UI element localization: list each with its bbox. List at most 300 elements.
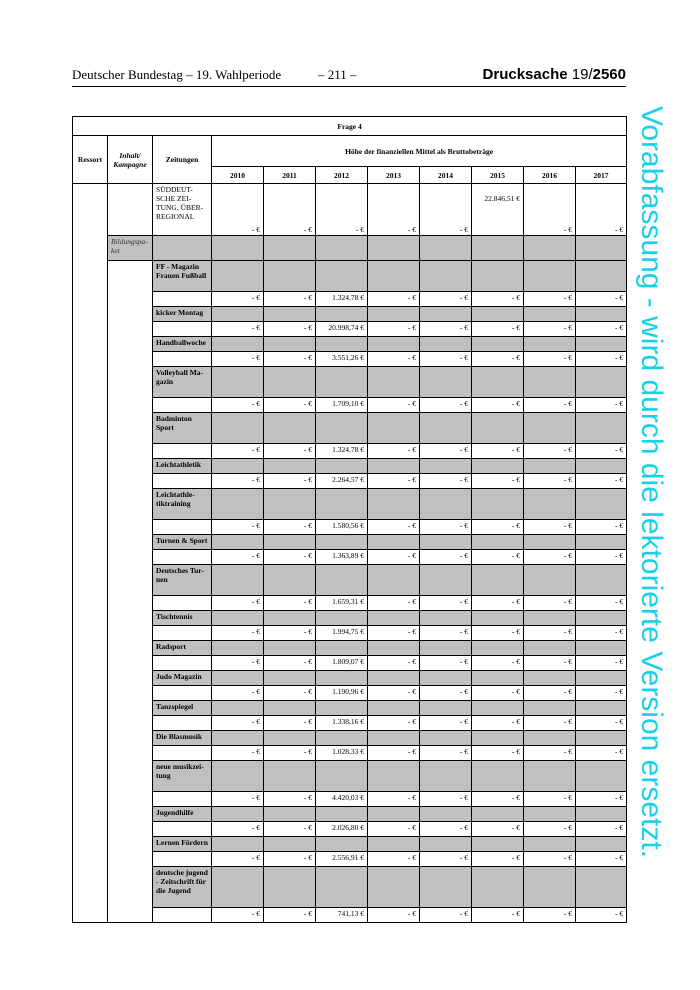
gray-cell: [420, 761, 472, 792]
value-cell: - €: [524, 292, 576, 307]
value-cell: - €: [212, 908, 264, 923]
gray-cell: [524, 489, 576, 520]
gray-cell: [420, 807, 472, 822]
gray-cell: [368, 413, 420, 444]
gray-cell: [576, 337, 627, 352]
value-row: [73, 474, 627, 489]
value-cell: - €: [576, 596, 627, 611]
value-cell: - €: [420, 596, 472, 611]
gray-cell: [316, 337, 368, 352]
value-cell: - €: [524, 596, 576, 611]
gray-cell: [264, 565, 316, 596]
gray-cell: [368, 337, 420, 352]
gray-cell: [576, 837, 627, 852]
value-cell: - €: [212, 474, 264, 489]
gray-cell: [524, 459, 576, 474]
newspaper-name: Turnen & Sport: [153, 535, 212, 550]
value-cell: - €: [212, 444, 264, 459]
value-cell: - €: [524, 792, 576, 807]
value-cell: - €: [212, 322, 264, 337]
gray-cell: [576, 701, 627, 716]
value-cell: - €: [420, 550, 472, 565]
gray-cell: [212, 459, 264, 474]
value-cell: - €: [472, 550, 524, 565]
value-cell: - €: [472, 474, 524, 489]
newspaper-name: Judo Magazin: [153, 671, 212, 686]
value-cell: - €: [576, 444, 627, 459]
gray-cell: [420, 413, 472, 444]
value-cell: - €: [264, 626, 316, 641]
gray-cell: [316, 489, 368, 520]
newspaper-name: SÜDDEUT-SCHE ZEI-TUNG, ÜBER-REGIONAL: [153, 184, 212, 236]
gray-cell: [368, 367, 420, 398]
value-cell: - €: [472, 656, 524, 671]
table-row: [73, 641, 627, 656]
value-cell: - €: [420, 292, 472, 307]
value-cell: - €: [576, 550, 627, 565]
value-cell: 1.324,78 €: [316, 292, 368, 307]
value-cell: - €: [524, 474, 576, 489]
gray-cell: [368, 837, 420, 852]
newspaper-name: Badminton Sport: [153, 413, 212, 444]
newspaper-name: kicker Montag: [153, 307, 212, 322]
gray-cell: [316, 867, 368, 908]
blank-cell: [153, 596, 212, 611]
value-cell: 1.324,78 €: [316, 444, 368, 459]
value-row: [73, 852, 627, 867]
gray-cell: [264, 535, 316, 550]
value-cell: - €: [472, 822, 524, 837]
gray-cell: [524, 261, 576, 292]
newspaper-name: Die Blasmusik: [153, 731, 212, 746]
value-cell: - €: [472, 596, 524, 611]
value-cell: - €: [576, 474, 627, 489]
value-cell: - €: [212, 852, 264, 867]
inhalt-cell: [108, 261, 153, 923]
value-cell: - €: [420, 908, 472, 923]
value-cell: 741,13 €: [316, 908, 368, 923]
blank-cell: [153, 908, 212, 923]
gray-cell: [212, 413, 264, 444]
section-fill: [153, 236, 212, 261]
gray-cell: [316, 701, 368, 716]
value-cell: - €: [420, 322, 472, 337]
table-row: [73, 611, 627, 626]
value-cell: 1.363,89 €: [316, 550, 368, 565]
gray-cell: [472, 641, 524, 656]
gray-cell: [212, 337, 264, 352]
gray-cell: [212, 807, 264, 822]
value-row: [73, 520, 627, 535]
value-cell: - €: [212, 626, 264, 641]
value-cell: - €: [212, 686, 264, 701]
value-cell: - €: [472, 716, 524, 731]
value-cell: - €: [472, 352, 524, 367]
gray-cell: [212, 641, 264, 656]
gray-cell: [472, 611, 524, 626]
table-row: [73, 671, 627, 686]
value-cell: - €: [576, 626, 627, 641]
blank-cell: [153, 686, 212, 701]
value-cell: - €: [212, 596, 264, 611]
value-cell: - €: [212, 398, 264, 413]
value-cell: - €: [420, 520, 472, 535]
newspaper-name: Jugendhilfe: [153, 807, 212, 822]
value-cell: 1.580,56 €: [316, 520, 368, 535]
gray-cell: [420, 611, 472, 626]
gray-cell: [316, 807, 368, 822]
gray-cell: [264, 807, 316, 822]
blank-cell: [153, 352, 212, 367]
newspaper-name: neue musikzei-tung: [153, 761, 212, 792]
gray-cell: [368, 807, 420, 822]
gray-cell: [264, 413, 316, 444]
value-cell: - €: [264, 550, 316, 565]
section-fill: [524, 236, 576, 261]
drucksache-number: 2560: [592, 66, 626, 83]
value-cell: - €: [264, 352, 316, 367]
value-cell: 1.190,96 €: [316, 686, 368, 701]
gray-cell: [576, 367, 627, 398]
newspaper-name: Handballwoche: [153, 337, 212, 352]
table-row: [73, 459, 627, 474]
gray-cell: [472, 489, 524, 520]
gray-cell: [212, 611, 264, 626]
gray-cell: [264, 701, 316, 716]
value-cell: - €: [576, 852, 627, 867]
gray-cell: [212, 535, 264, 550]
value-cell: - €: [524, 656, 576, 671]
gray-cell: [576, 535, 627, 550]
gray-cell: [420, 459, 472, 474]
gray-cell: [212, 367, 264, 398]
value-cell: - €: [420, 184, 472, 236]
value-row: [73, 444, 627, 459]
value-cell: - €: [420, 686, 472, 701]
gray-cell: [316, 565, 368, 596]
value-cell: - €: [524, 398, 576, 413]
value-cell: - €: [212, 184, 264, 236]
gray-cell: [316, 837, 368, 852]
gray-cell: [264, 337, 316, 352]
value-cell: - €: [212, 520, 264, 535]
newspaper-name: Tanzspiegel: [153, 701, 212, 716]
value-cell: - €: [264, 822, 316, 837]
table-row: [73, 807, 627, 822]
value-cell: - €: [524, 908, 576, 923]
gray-cell: [420, 337, 472, 352]
gray-cell: [576, 307, 627, 322]
value-row: [73, 822, 627, 837]
year-header: 2015: [472, 167, 524, 184]
year-header: 2016: [524, 167, 576, 184]
value-cell: - €: [368, 292, 420, 307]
blank-cell: [153, 398, 212, 413]
value-cell: - €: [368, 352, 420, 367]
gray-cell: [472, 337, 524, 352]
gray-cell: [212, 671, 264, 686]
blank-cell: [153, 474, 212, 489]
gray-cell: [368, 731, 420, 746]
gray-cell: [420, 565, 472, 596]
year-header: 2011: [264, 167, 316, 184]
gray-cell: [420, 307, 472, 322]
value-cell: - €: [368, 792, 420, 807]
newspaper-name: Radsport: [153, 641, 212, 656]
gray-cell: [472, 701, 524, 716]
blank-cell: [153, 550, 212, 565]
value-cell: - €: [368, 520, 420, 535]
value-cell: - €: [576, 292, 627, 307]
value-cell: - €: [368, 852, 420, 867]
newspaper-name: FF - Magazin Frauen Fußball: [153, 261, 212, 292]
gray-cell: [524, 731, 576, 746]
value-cell: - €: [368, 686, 420, 701]
table-row: [73, 307, 627, 322]
gray-cell: [524, 535, 576, 550]
value-cell: - €: [264, 444, 316, 459]
value-cell: - €: [368, 656, 420, 671]
gray-cell: [472, 459, 524, 474]
gray-cell: [524, 565, 576, 596]
gray-cell: [472, 535, 524, 550]
gray-cell: [264, 837, 316, 852]
newspaper-name: Tischtennis: [153, 611, 212, 626]
table-row: [73, 413, 627, 444]
value-cell: - €: [264, 398, 316, 413]
value-cell: - €: [524, 852, 576, 867]
value-cell: - €: [264, 474, 316, 489]
value-cell: - €: [420, 852, 472, 867]
value-cell: - €: [576, 686, 627, 701]
col-header-hoehe: Höhe der finanziellen Mittel als Bruttobeträge: [212, 136, 627, 167]
section-fill: [576, 236, 627, 261]
value-cell: - €: [368, 716, 420, 731]
header-rule: [72, 86, 626, 87]
blank-cell: [153, 520, 212, 535]
blank-cell: [153, 292, 212, 307]
value-cell: - €: [576, 908, 627, 923]
gray-cell: [472, 565, 524, 596]
value-cell: - €: [524, 716, 576, 731]
value-cell: - €: [524, 322, 576, 337]
value-cell: - €: [264, 596, 316, 611]
gray-cell: [368, 641, 420, 656]
gray-cell: [264, 459, 316, 474]
gray-cell: [576, 611, 627, 626]
gray-cell: [420, 489, 472, 520]
gray-cell: [212, 261, 264, 292]
value-row: [73, 716, 627, 731]
gray-cell: [420, 641, 472, 656]
gray-cell: [524, 761, 576, 792]
gray-cell: [472, 367, 524, 398]
blank-cell: [153, 626, 212, 641]
gray-cell: [316, 307, 368, 322]
section-fill: [420, 236, 472, 261]
value-cell: - €: [472, 686, 524, 701]
value-cell: - €: [368, 444, 420, 459]
value-cell: - €: [368, 322, 420, 337]
gray-cell: [368, 307, 420, 322]
value-cell: 1.028,33 €: [316, 746, 368, 761]
newspaper-name: Volleyball Ma-gazin: [153, 367, 212, 398]
gray-cell: [472, 837, 524, 852]
watermark: Vorabfassung - wird durch die lektorierte Version ersetzt.: [635, 106, 668, 859]
value-cell: - €: [420, 656, 472, 671]
gray-cell: [524, 611, 576, 626]
table-row: [73, 837, 627, 852]
value-cell: - €: [472, 292, 524, 307]
value-cell: - €: [264, 184, 316, 236]
newspaper-name: Leichtathletik: [153, 459, 212, 474]
gray-cell: [368, 761, 420, 792]
value-cell: - €: [524, 746, 576, 761]
value-row: [73, 656, 627, 671]
gray-cell: [524, 867, 576, 908]
gray-cell: [576, 565, 627, 596]
value-cell: - €: [524, 550, 576, 565]
value-cell: - €: [368, 398, 420, 413]
gray-cell: [368, 459, 420, 474]
blank-cell: [153, 822, 212, 837]
gray-cell: [212, 489, 264, 520]
table-row: [73, 337, 627, 352]
value-row: [73, 746, 627, 761]
gray-cell: [472, 261, 524, 292]
gray-cell: [368, 489, 420, 520]
gray-cell: [264, 731, 316, 746]
gray-cell: [368, 671, 420, 686]
blank-cell: [153, 792, 212, 807]
gray-cell: [576, 489, 627, 520]
value-cell: - €: [420, 352, 472, 367]
col-header-zeitungen: Zeitungen: [153, 136, 212, 184]
value-cell: - €: [368, 474, 420, 489]
value-row: [73, 550, 627, 565]
year-header: 2013: [368, 167, 420, 184]
newspaper-name: Lernen Fördern: [153, 837, 212, 852]
value-row: [73, 686, 627, 701]
value-cell: - €: [368, 596, 420, 611]
value-cell: - €: [420, 746, 472, 761]
value-cell: - €: [576, 822, 627, 837]
value-cell: - €: [472, 852, 524, 867]
frage-title: Frage 4: [73, 117, 627, 136]
gray-cell: [472, 867, 524, 908]
gray-cell: [420, 367, 472, 398]
value-cell: - €: [264, 852, 316, 867]
value-cell: - €: [576, 746, 627, 761]
section-fill: [264, 236, 316, 261]
value-row: [73, 292, 627, 307]
newspaper-name: Deutsches Tur-nen: [153, 565, 212, 596]
gray-cell: [420, 867, 472, 908]
gray-cell: [472, 307, 524, 322]
table-row: [73, 867, 627, 908]
value-cell: - €: [212, 656, 264, 671]
value-cell: - €: [576, 184, 627, 236]
inhalt-cell: [108, 184, 153, 236]
value-cell: 2.264,57 €: [316, 474, 368, 489]
gray-cell: [316, 459, 368, 474]
section-fill: [368, 236, 420, 261]
gray-cell: [576, 413, 627, 444]
value-cell: - €: [264, 792, 316, 807]
gray-cell: [212, 837, 264, 852]
gray-cell: [576, 641, 627, 656]
value-cell: - €: [264, 656, 316, 671]
value-row: [73, 352, 627, 367]
value-cell: - €: [368, 908, 420, 923]
gray-cell: [212, 307, 264, 322]
gray-cell: [212, 731, 264, 746]
value-cell: - €: [420, 822, 472, 837]
value-cell: - €: [212, 292, 264, 307]
gray-cell: [264, 611, 316, 626]
value-cell: - €: [368, 822, 420, 837]
value-cell: - €: [264, 746, 316, 761]
gray-cell: [264, 641, 316, 656]
value-cell: - €: [420, 398, 472, 413]
table-row: [73, 731, 627, 746]
gray-cell: [316, 367, 368, 398]
newspaper-name: deutsche jugend - Zeitschrift für die Jugend: [153, 867, 212, 908]
value-cell: - €: [524, 520, 576, 535]
table-row: [73, 184, 627, 236]
value-cell: - €: [212, 550, 264, 565]
drucksache-prefix: 19/: [571, 66, 593, 83]
header-drucksache: [483, 66, 626, 84]
gray-cell: [264, 867, 316, 908]
gray-cell: [472, 671, 524, 686]
section-label: Bildungspa-ket: [108, 236, 153, 261]
value-cell: - €: [264, 292, 316, 307]
value-cell: - €: [576, 716, 627, 731]
gray-cell: [576, 807, 627, 822]
table-row: [73, 367, 627, 398]
header-left: Deutscher Bundestag – 19. Wahlperiode: [72, 67, 282, 82]
gray-cell: [264, 261, 316, 292]
value-cell: - €: [472, 322, 524, 337]
table-row: [73, 489, 627, 520]
value-cell: - €: [524, 626, 576, 641]
col-header-inhalt: Inhalt/ Kampagne: [108, 136, 153, 184]
value-row: [73, 908, 627, 923]
value-cell: - €: [212, 716, 264, 731]
gray-cell: [316, 413, 368, 444]
ressort-cell: [73, 184, 108, 923]
value-cell: - €: [524, 444, 576, 459]
year-header: 2017: [576, 167, 627, 184]
table-row: [73, 535, 627, 550]
value-cell: - €: [472, 792, 524, 807]
table-row: [73, 261, 627, 292]
value-cell: - €: [264, 908, 316, 923]
gray-cell: [576, 731, 627, 746]
value-cell: - €: [368, 626, 420, 641]
value-row: [73, 792, 627, 807]
section-row: [73, 236, 627, 261]
value-cell: 1.994,75 €: [316, 626, 368, 641]
value-cell: - €: [524, 352, 576, 367]
gray-cell: [368, 701, 420, 716]
gray-cell: [576, 761, 627, 792]
section-fill: [316, 236, 368, 261]
gray-cell: [472, 731, 524, 746]
value-cell: 2.556,91 €: [316, 852, 368, 867]
gray-cell: [524, 671, 576, 686]
